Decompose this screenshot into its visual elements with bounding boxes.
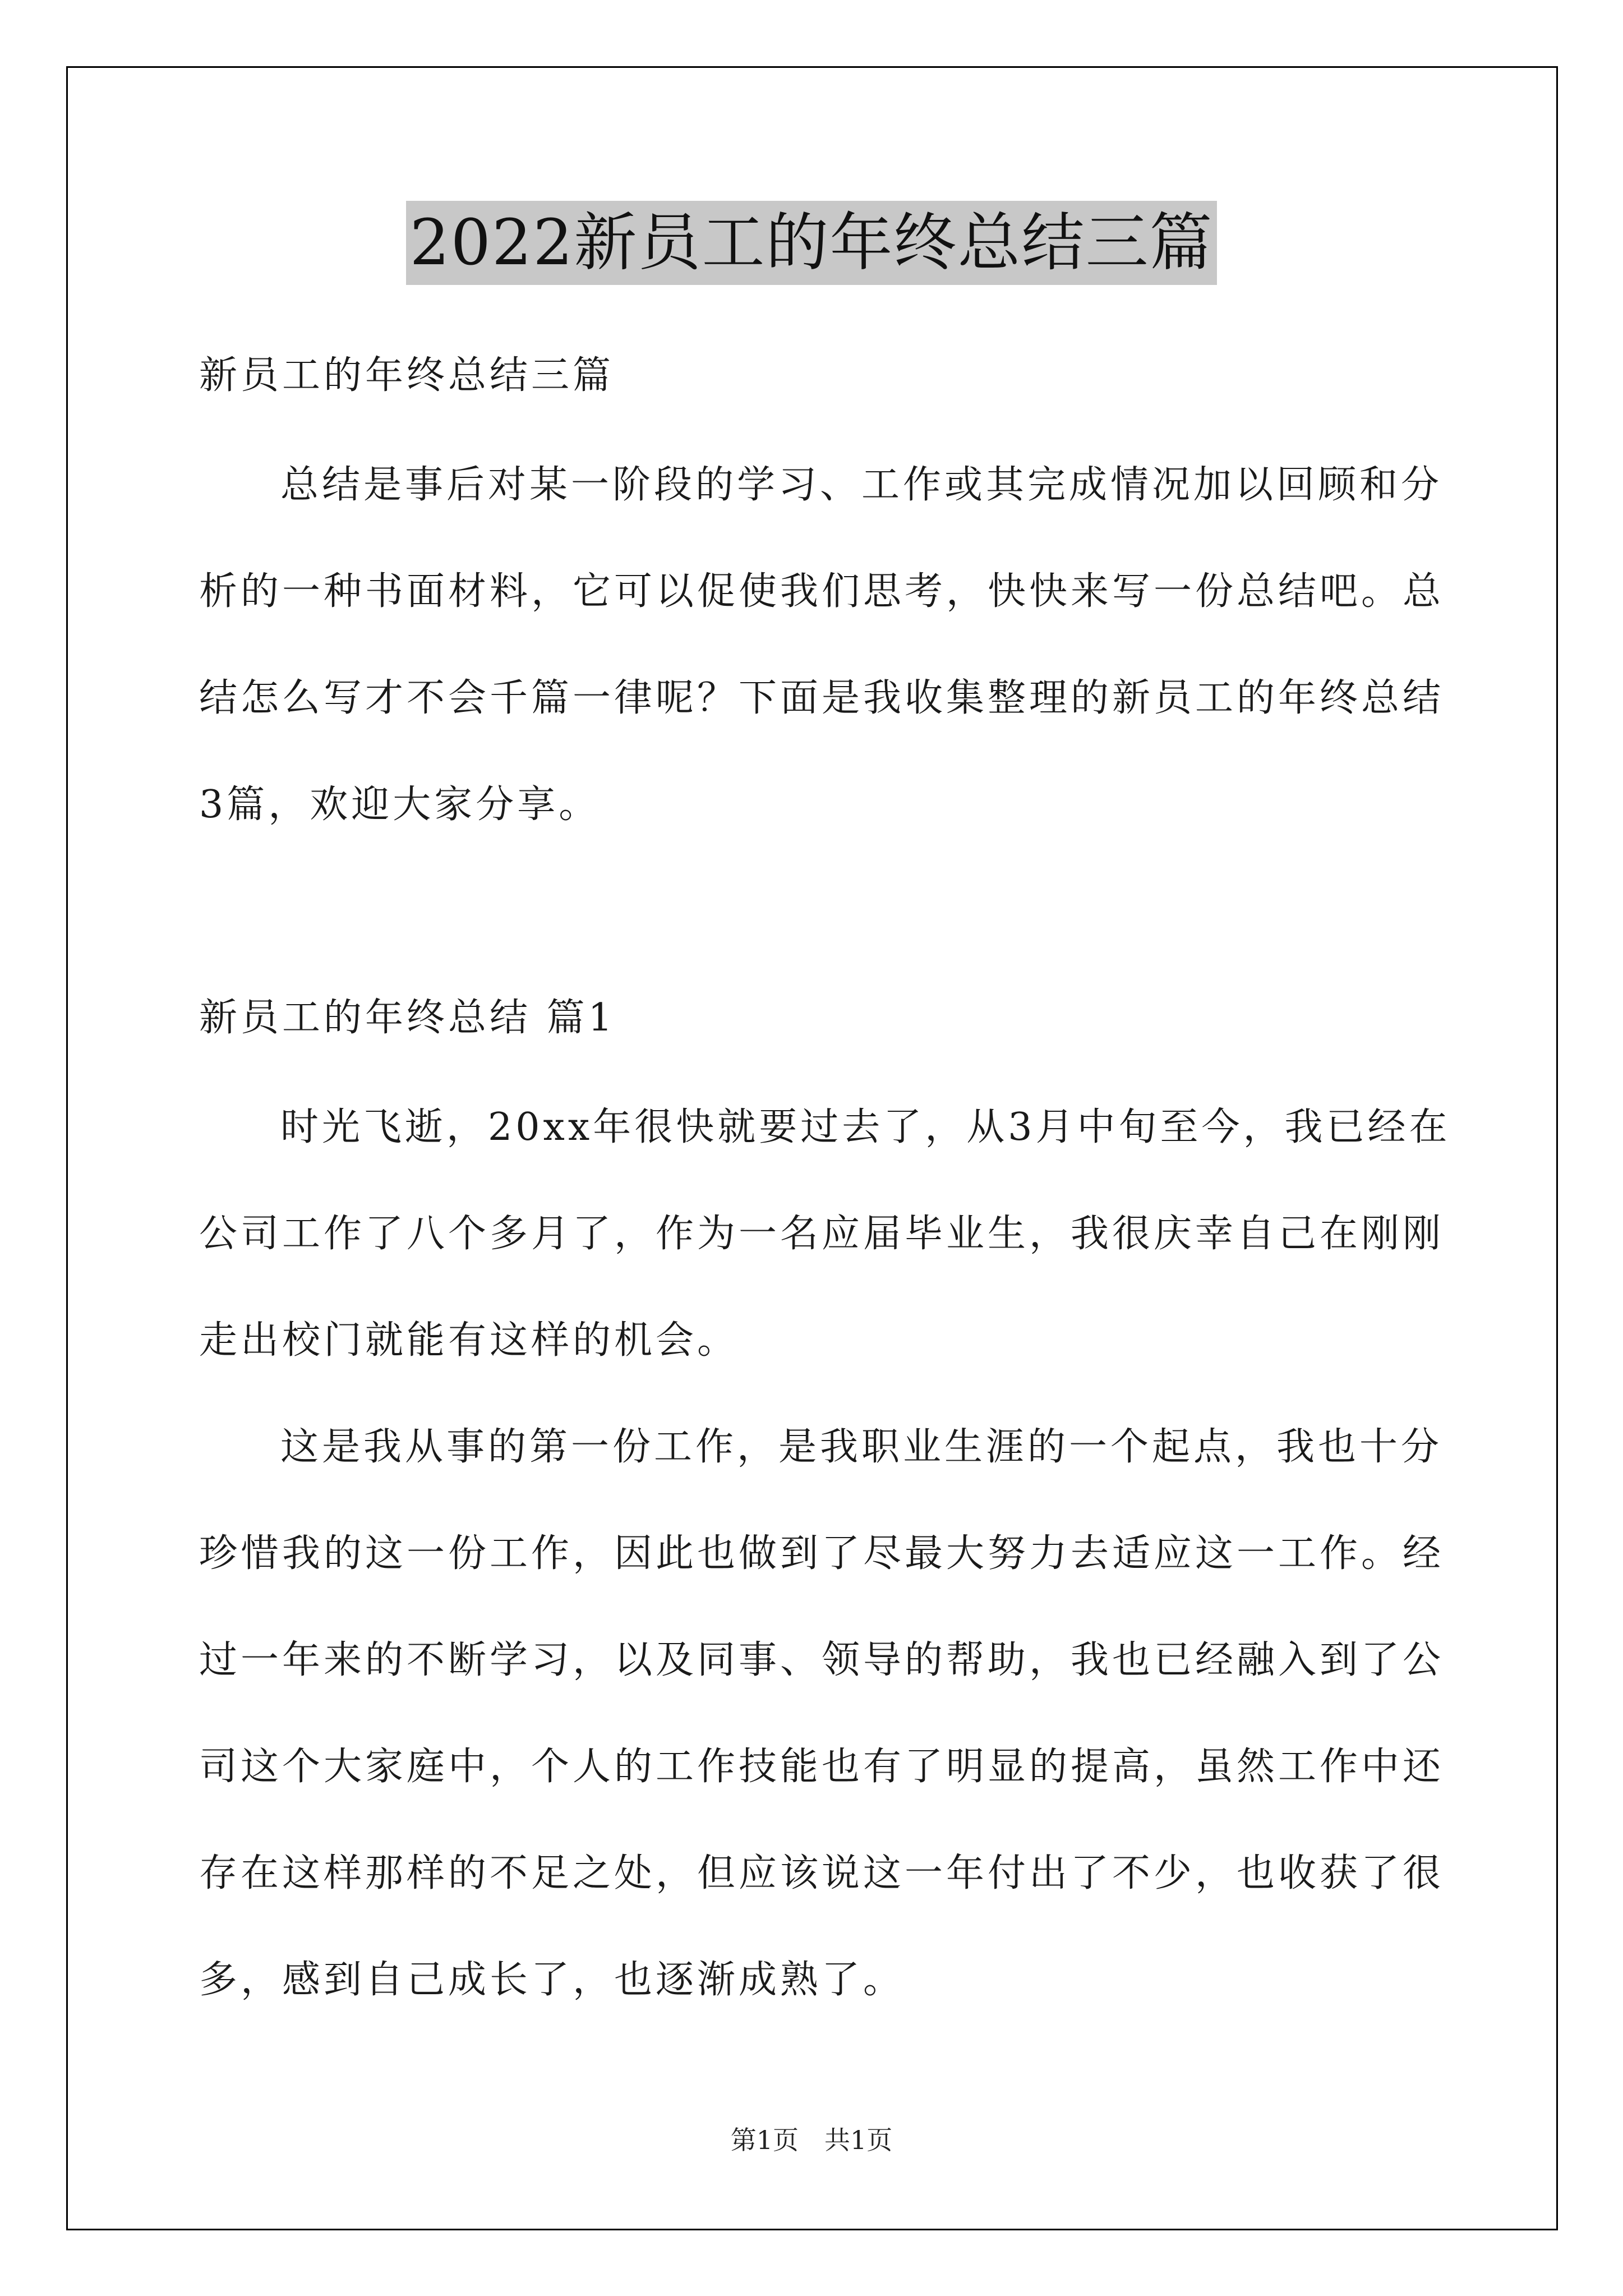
paragraph-line: 走出校门就能有这样的机会。 [199,1318,739,1363]
page-number-footer: 第1页 共1页 [730,2125,893,2155]
intro-line: 析的一种书面材料，它可以促使我们思考，快快来写一份总结吧。总 [199,569,1445,614]
intro-line: 总结是事后对某一阶段的学习、工作或其完成情况加以回顾和分 [280,463,1443,507]
paragraph-line: 司这个大家庭中，个人的工作技能也有了明显的提高，虽然工作中还 [199,1745,1445,1789]
paragraph-line: 多，感到自己成长了，也逐渐成熟了。 [199,1958,905,2002]
paragraph-line: 过一年来的不断学习，以及同事、领导的帮助，我也已经融入到了公 [199,1638,1445,1682]
document-title: 2022新员工的年终总结三篇 [406,201,1216,285]
paragraph-line: 这是我从事的第一份工作，是我职业生涯的一个起点，我也十分 [280,1425,1443,1469]
intro-line: 结怎么写才不会千篇一律呢？下面是我收集整理的新员工的年终总结 [199,676,1445,720]
paragraph-line: 公司工作了八个多月了，作为一名应届毕业生，我很庆幸自己在刚刚 [199,1212,1445,1256]
paragraph-line: 珍惜我的这一份工作，因此也做到了尽最大努力去适应这一工作。经 [199,1531,1445,1576]
document-subtitle: 新员工的年终总结三篇 [199,353,615,398]
title-container [0,201,1623,285]
section-heading: 新员工的年终总结 篇1 [199,996,616,1040]
paragraph-line: 存在这样那样的不足之处，但应该说这一年付出了不少，也收获了很 [199,1851,1445,1895]
paragraph-line: 时光飞逝，20xx年很快就要过去了，从3月中旬至今，我已经在 [280,1105,1451,1149]
intro-line: 3篇，欢迎大家分享。 [199,783,601,827]
